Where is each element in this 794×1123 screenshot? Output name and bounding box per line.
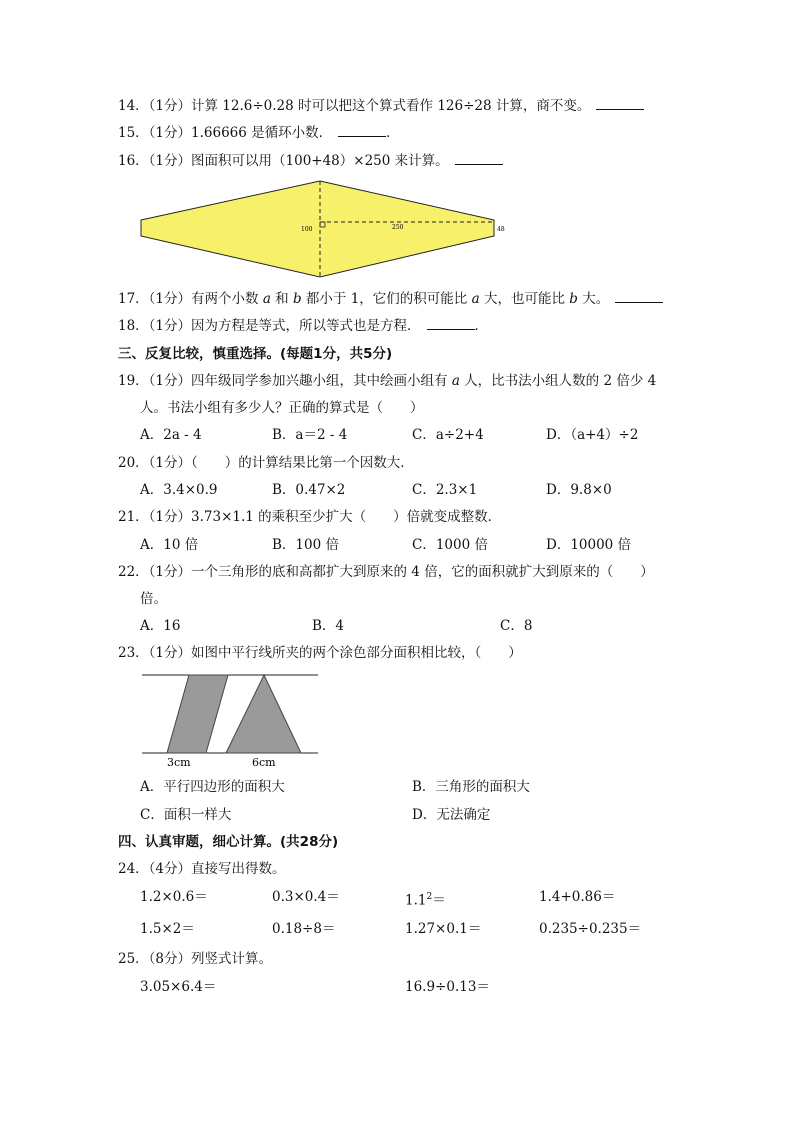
q21-option-b[interactable]: B．100 倍 [272,537,339,553]
q24-expr-1: 1.2×0.6＝ [140,889,208,905]
q17-var-b: b [292,291,302,307]
question-18-tail: ． [474,318,489,334]
question-15-text: 15．（1分）1.66666 是循环小数． [118,125,333,141]
q17-var-a2: a [471,291,480,307]
section-3-heading: 三、反复比较，慎重选择。(每题1分，共5分) [118,346,393,362]
question-25-text: 25．（8分）列竖式计算。 [118,951,273,967]
q19-option-d[interactable]: D．（a+4）÷2 [546,427,639,443]
answer-blank-18[interactable] [427,317,475,330]
question-23-text: 23．（1分）如图中平行线所夹的两个涂色部分面积相比较，（ ） [118,645,522,661]
question-22-line-1: 22．（1分）一个三角形的底和高都扩大到原来的 4 倍，它的面积就扩大到原来的（ ） [118,564,654,580]
q21-option-c[interactable]: C．1000 倍 [412,537,488,553]
question-14-text: 14．（1分）计算 12.6÷0.28 时可以把这个算式看作 126÷28 计算，商不变。 [118,98,591,114]
q17-var-a: a [262,291,271,307]
q23-option-c[interactable]: C．面积一样大 [140,807,232,823]
label-48: 48 [497,226,505,233]
q24-expr-3 [405,888,446,910]
kite-shape [141,181,494,277]
question-15-tail: ． [386,125,400,141]
answer-blank-15[interactable] [338,124,386,137]
question-19-line-1 [118,372,656,390]
q24-expr-3-base: 1.1 [405,892,427,909]
q22-option-a[interactable]: A．16 [140,618,181,634]
question-17 [118,290,663,308]
q19-option-b[interactable]: B．a＝2 - 4 [272,427,348,443]
section-4-heading: 四、认真审题，细心计算。(共28分) [118,834,339,850]
question-16 [118,152,503,170]
q17-part-c: 都小于 1，它们的积可能比 [301,291,472,307]
q24-expr-5: 1.5×2＝ [140,921,195,937]
q24-expr-8: 0.235÷0.235＝ [539,921,642,937]
question-14 [118,97,644,115]
q19-option-c[interactable]: C．a÷2+4 [412,427,484,443]
q22-option-c[interactable]: C．8 [500,618,533,634]
q24-expr-6: 0.18÷8＝ [272,921,336,937]
question-18 [118,317,488,335]
q23-option-a[interactable]: A．平行四边形的面积大 [140,779,285,795]
label-250: 250 [392,224,404,231]
label-6cm: 6cm [252,756,276,769]
question-24-text: 24．（4分）直接写出得数。 [118,861,286,877]
question-18-text: 18．（1分）因为方程是等式，所以等式也是方程． [118,318,421,334]
q25-expr-1: 3.05×6.4＝ [140,979,217,995]
q21-option-a[interactable]: A．10 倍 [140,537,199,553]
q24-expr-3-exp: 2 [426,892,433,902]
question-22-line-2: 倍。 [140,591,167,607]
shaded-triangle [226,675,301,753]
q24-expr-3-eq: ＝ [432,892,446,909]
label-3cm: 3cm [167,756,191,769]
q21-option-d[interactable]: D．10000 倍 [546,537,632,553]
q17-part-d: 大，也可能比 [479,291,570,307]
q17-var-b2: b [569,291,578,307]
parallel-lines-figure [140,670,322,770]
question-19-line-2: 人。书法小组有多少人？正确的算式是（ ） [140,400,424,416]
answer-blank-16[interactable] [455,152,503,165]
question-21-text: 21．（1分）3.73×1.1 的乘积至少扩大（ ）倍就变成整数． [118,509,502,525]
q24-expr-2: 0.3×0.4＝ [272,889,340,905]
q17-part-a: 17．（1分）有两个小数 [118,291,263,307]
answer-blank-17[interactable] [615,290,663,303]
answer-blank-14[interactable] [596,97,644,110]
q20-option-a[interactable]: A．3.4×0.9 [140,482,218,498]
q17-part-b: 和 [270,291,293,307]
q23-option-d[interactable]: D．无法确定 [412,807,491,823]
q19-part-a: 19．（1分）四年级同学参加兴趣小组，其中绘画小组有 [118,373,452,389]
question-15 [118,124,400,142]
q20-option-d[interactable]: D．9.8×0 [546,482,612,498]
q17-part-e: 大。 [577,291,610,307]
q20-option-b[interactable]: B．0.47×2 [272,482,346,498]
label-100: 100 [301,226,313,233]
question-20-text: 20．（1分）（ ）的计算结果比第一个因数大． [118,455,414,471]
shaded-parallelogram [167,675,228,753]
question-16-text: 16．（1分）图面积可以用（100+48）×250 来计算。 [118,153,449,169]
q19-part-b: 人，比书法小组人数的 2 倍少 4 [459,373,657,389]
q20-option-c[interactable]: C．2.3×1 [412,482,478,498]
q23-option-b[interactable]: B．三角形的面积大 [412,779,530,795]
q24-expr-7: 1.27×0.1＝ [405,921,482,937]
q19-var-a: a [451,373,460,389]
q22-option-b[interactable]: B．4 [312,618,345,634]
q25-expr-2: 16.9÷0.13＝ [405,979,490,995]
kite-figure [138,178,508,282]
q24-expr-4: 1.4+0.86＝ [539,889,616,905]
q19-option-a[interactable]: A．2a - 4 [140,427,202,443]
